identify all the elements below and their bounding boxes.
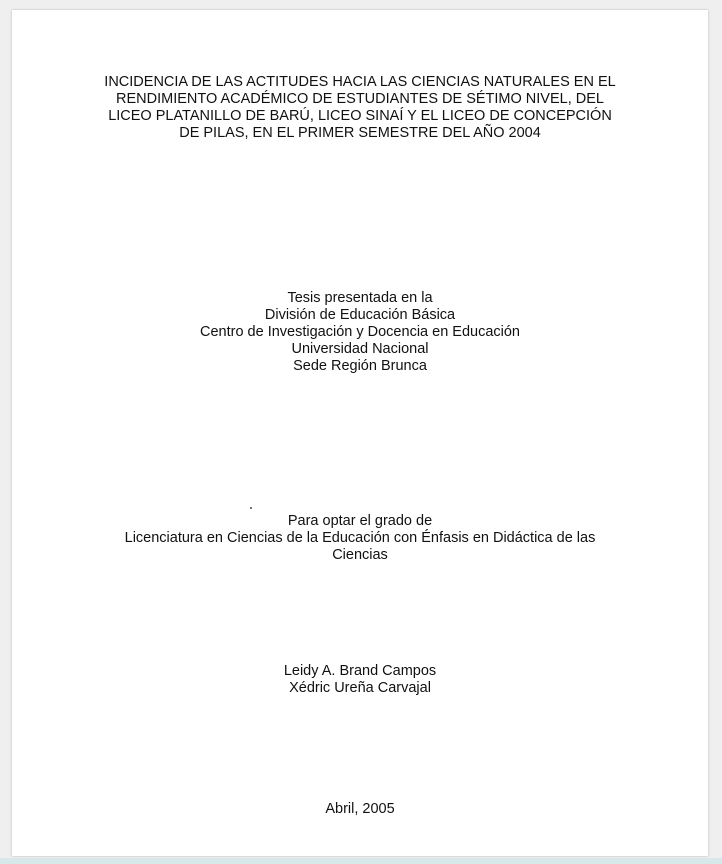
presentation-line: Centro de Investigación y Docencia en Educación	[200, 324, 520, 340]
degree-info	[12, 513, 708, 564]
degree-line: Licenciatura en Ciencias de la Educación con Énfasis en Didáctica de las	[124, 530, 596, 546]
scan-speck	[250, 507, 252, 509]
title-line: LICEO PLATANILLO DE BARÚ, LICEO SINAÍ Y EL LICEO DE CONCEPCIÓN	[108, 108, 612, 124]
title-line: INCIDENCIA DE LAS ACTITUDES HACIA LAS CIENCIAS NATURALES EN EL	[104, 74, 616, 90]
authors	[12, 663, 708, 697]
date-text: Abril, 2005	[325, 801, 395, 817]
title-line: RENDIMIENTO ACADÉMICO DE ESTUDIANTES DE SÉTIMO NIVEL, DEL	[116, 91, 604, 107]
title-line: DE PILAS, EN EL PRIMER SEMESTRE DEL AÑO 2004	[179, 125, 541, 141]
presentation-line: Sede Región Brunca	[293, 358, 427, 374]
degree-line: Ciencias	[332, 547, 388, 563]
author-name: Leidy A. Brand Campos	[283, 663, 437, 679]
presentation-line: División de Educación Básica	[264, 307, 456, 323]
presentation-line: Tesis presentada en la	[287, 290, 433, 306]
degree-line: Para optar el grado de	[287, 513, 433, 529]
document-date	[12, 801, 708, 818]
viewer-bottom-bar	[0, 858, 722, 864]
presentation-line: Universidad Nacional	[291, 341, 429, 357]
presentation-info	[12, 290, 708, 375]
document-page	[12, 10, 708, 856]
thesis-title	[12, 74, 708, 142]
author-name: Xédric Ureña Carvajal	[289, 680, 431, 696]
